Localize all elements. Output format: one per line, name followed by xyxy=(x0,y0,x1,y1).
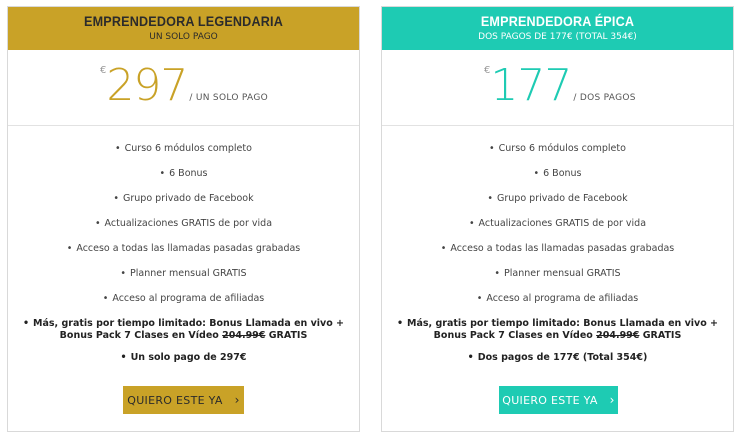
bullet-icon: • xyxy=(440,243,447,254)
strikethrough-price: 204.99€ xyxy=(222,330,266,341)
bullet-icon: • xyxy=(22,318,30,329)
price-area xyxy=(8,50,359,126)
feature-payment-note: • Un solo pago de 297€ xyxy=(120,352,247,363)
bullet-icon: • xyxy=(533,168,540,179)
bullet-icon: • xyxy=(120,268,127,279)
bullet-icon: • xyxy=(467,352,474,363)
buy-button-label: QUIERO ESTE YA xyxy=(502,393,598,407)
price-period: / UN SOLO PAGO xyxy=(189,93,268,103)
bullet-icon: • xyxy=(120,352,127,363)
feature-payment-note: • Dos pagos de 177€ (Total 354€) xyxy=(467,352,648,363)
buy-button-legendaria[interactable] xyxy=(123,386,244,414)
card-header xyxy=(382,7,733,50)
bullet-icon: • xyxy=(396,318,404,329)
bullet-icon: • xyxy=(487,193,494,204)
card-header xyxy=(8,7,359,50)
feature-item: • Acceso a todas las llamadas pasadas grabadas xyxy=(440,243,675,254)
feature-list xyxy=(8,126,359,377)
feature-item: • Actualizaciones GRATIS de por vida xyxy=(468,218,647,229)
bullet-icon: • xyxy=(468,218,475,229)
price-amount: 177 xyxy=(490,60,572,111)
currency-symbol: € xyxy=(100,65,107,76)
buy-button-label: QUIERO ESTE YA xyxy=(127,393,223,407)
price-period: / DOS PAGOS xyxy=(573,93,636,103)
plan-title: EMPRENDEDORA LEGENDARIA xyxy=(83,13,283,29)
feature-item: • Curso 6 módulos completo xyxy=(489,143,626,154)
feature-item: • 6 Bonus xyxy=(159,168,208,179)
bullet-icon: • xyxy=(102,293,109,304)
bullet-icon: • xyxy=(494,268,501,279)
bullet-icon: • xyxy=(113,193,120,204)
bullet-icon: • xyxy=(94,218,101,229)
bullet-icon: • xyxy=(476,293,483,304)
buy-button-epica[interactable] xyxy=(499,386,618,414)
bullet-icon: • xyxy=(159,168,166,179)
feature-item: • Grupo privado de Facebook xyxy=(113,193,254,204)
bullet-icon: • xyxy=(489,143,495,154)
plan-subtitle: UN SOLO PAGO xyxy=(149,32,218,42)
feature-item: • 6 Bonus xyxy=(533,168,582,179)
price-area xyxy=(382,50,733,126)
currency-symbol: € xyxy=(484,65,491,76)
price-amount: 297 xyxy=(106,60,188,111)
feature-item: • Acceso a todas las llamadas pasadas grabadas xyxy=(66,243,301,254)
pricing-card-epica xyxy=(381,6,734,432)
plan-title: EMPRENDEDORA ÉPICA xyxy=(480,13,635,29)
feature-item: • Grupo privado de Facebook xyxy=(487,193,628,204)
feature-promo: • Más, gratis por tiempo limitado: Bonus Llamada en vivo + Bonus Pack 7 Clases en Vídeo 204.99€ GRATIS xyxy=(22,318,345,341)
feature-promo: • Más, gratis por tiempo limitado: Bonus Llamada en vivo + Bonus Pack 7 Clases en Vídeo 204.99€ GRATIS xyxy=(396,318,719,341)
chevron-right-icon: › xyxy=(609,393,615,407)
feature-item: • Actualizaciones GRATIS de por vida xyxy=(94,218,273,229)
feature-list xyxy=(382,126,733,377)
price xyxy=(100,60,268,111)
bullet-icon: • xyxy=(66,243,73,254)
bullet-icon: • xyxy=(115,143,121,154)
feature-item: • Acceso al programa de afiliadas xyxy=(102,293,265,304)
feature-item: • Planner mensual GRATIS xyxy=(120,268,247,279)
feature-item: • Planner mensual GRATIS xyxy=(494,268,621,279)
feature-item: • Acceso al programa de afiliadas xyxy=(476,293,639,304)
chevron-right-icon: › xyxy=(234,393,240,407)
price xyxy=(484,60,636,111)
feature-item: • Curso 6 módulos completo xyxy=(115,143,252,154)
plan-subtitle: DOS PAGOS DE 177€ (TOTAL 354€) xyxy=(478,32,637,42)
strikethrough-price: 204.99€ xyxy=(596,330,640,341)
pricing-card-legendaria xyxy=(7,6,360,432)
